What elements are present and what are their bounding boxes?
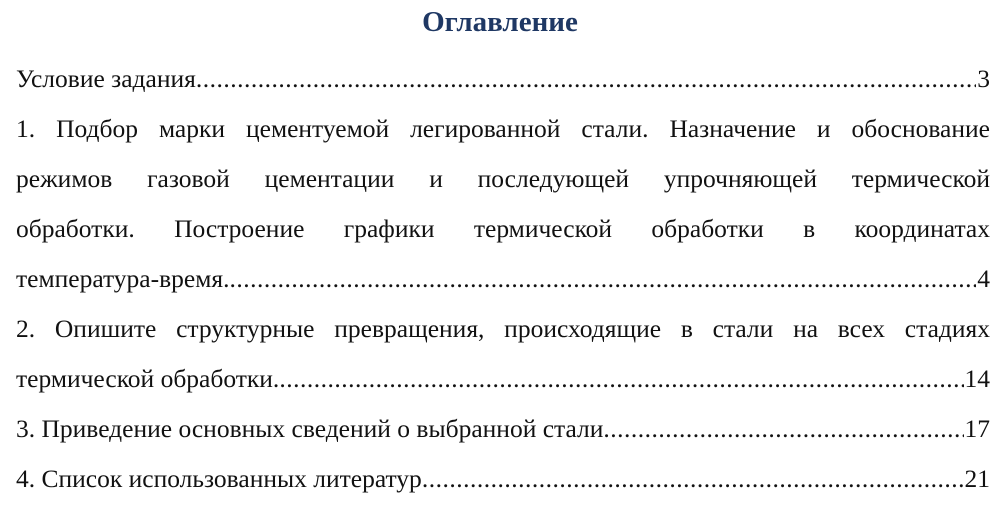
toc-entry-last-line bbox=[16, 54, 990, 104]
toc-entry-conditions[interactable] bbox=[16, 54, 990, 104]
toc-entry-text: 4. Список использованных литератур bbox=[16, 464, 422, 493]
toc-entry-last-line bbox=[16, 404, 990, 454]
toc-entry-line: 2. Опишите структурные превращения, происходящие в стали на всех стадиях bbox=[16, 314, 990, 343]
toc-leader-dots bbox=[603, 404, 963, 454]
toc-entry-text: 3. Приведение основных сведений о выбранной стали bbox=[16, 414, 604, 443]
toc-leader-dots bbox=[279, 354, 963, 404]
toc-leader-dots bbox=[229, 254, 976, 304]
toc-entry-section-3[interactable] bbox=[16, 404, 990, 454]
toc-entry-last-line bbox=[16, 454, 990, 504]
toc-entry-line: обработки. Построение графики термической обработки в координатах bbox=[16, 214, 990, 243]
toc-entry-section-4[interactable] bbox=[16, 454, 990, 504]
toc-entry-text: Условие задания bbox=[16, 64, 196, 93]
toc-page-number: 3 bbox=[977, 64, 990, 93]
toc-entry-text: температура-время. bbox=[16, 264, 230, 293]
toc-page-number: 4 bbox=[977, 264, 990, 293]
toc-title: Оглавление bbox=[422, 6, 578, 38]
toc-page-number: 21 bbox=[964, 464, 990, 493]
toc-entry-section-2[interactable] bbox=[16, 304, 990, 404]
toc-entry-section-1[interactable] bbox=[16, 104, 990, 304]
toc-entry-line: 1. Подбор марки цементуемой легированной стали. Назначение и обоснование bbox=[16, 114, 990, 143]
toc-entry-text: термической обработки. bbox=[16, 364, 280, 393]
toc-page-number: 17 bbox=[964, 414, 990, 443]
toc-entry-last-line bbox=[16, 354, 990, 404]
toc-entry-line: режимов газовой цементации и последующей упрочняющей термической bbox=[16, 164, 990, 193]
toc-leader-dots bbox=[422, 454, 964, 504]
toc-list bbox=[16, 54, 990, 504]
toc-page-number: 14 bbox=[964, 364, 990, 393]
toc-entry-last-line bbox=[16, 254, 990, 304]
toc-leader-dots bbox=[196, 54, 976, 104]
